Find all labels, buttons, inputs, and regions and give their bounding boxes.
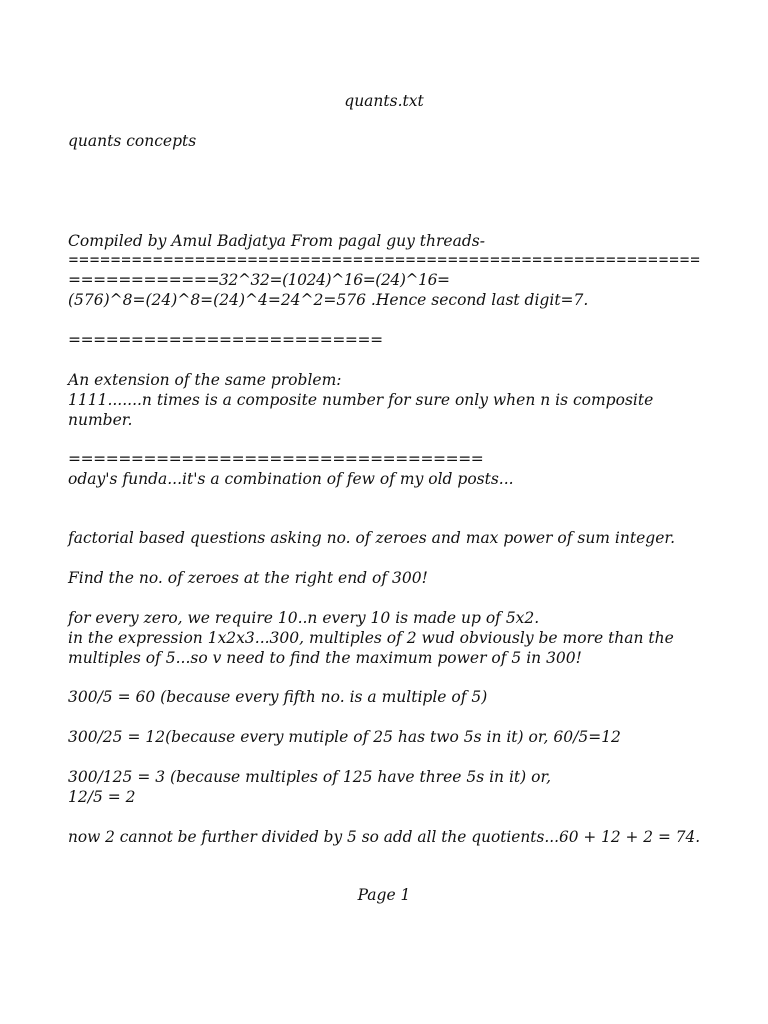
page-number: Page 1 (357, 886, 411, 904)
separator-medium: ================================= (68, 450, 484, 468)
explanation-line-3: multiples of 5...so v need to find the maximum power of 5 in 300! (68, 649, 582, 667)
extension-line-2: number. (68, 411, 133, 429)
extension-line-1: 1111.......n times is a composite number for sure only when n is composite (68, 391, 654, 409)
separator-long: ============================================================ (68, 251, 701, 269)
step-1: 300/5 = 60 (because every fifth no. is a multiple of 5) (68, 688, 488, 706)
explanation-line-1: for every zero, we require 10..n every 10 is made up of 5x2. (68, 609, 540, 627)
step-3-line-2: 12/5 = 2 (68, 788, 136, 806)
file-name-header: quants.txt (344, 92, 424, 110)
document-title: quants concepts (68, 132, 197, 150)
conclusion-line: now 2 cannot be further divided by 5 so add all the quotients...60 + 12 + 2 = 74. (68, 828, 701, 846)
explanation-line-2: in the expression 1x2x3...300, multiples of 2 wud obviously be more than the (68, 629, 674, 647)
separator-short: ========================= (68, 331, 383, 349)
step-3-line-1: 300/125 = 3 (because multiples of 125 have three 5s in it) or, (68, 768, 552, 786)
credit-line: Compiled by Amul Badjatya From pagal guy threads- (68, 232, 485, 250)
equation-line-1: ============32^32=(1024)^16=(24)^16= (68, 271, 450, 289)
equation-line-2: (576)^8=(24)^8=(24)^4=24^2=576 .Hence second last digit=7. (68, 291, 589, 309)
extension-heading: An extension of the same problem: (68, 371, 342, 389)
step-2: 300/25 = 12(because every mutiple of 25 has two 5s in it) or, 60/5=12 (68, 728, 621, 746)
factorial-intro: factorial based questions asking no. of zeroes and max power of sum integer. (68, 529, 676, 547)
funda-line: oday's funda...it's a combination of few of my old posts... (68, 470, 514, 488)
question-line: Find the no. of zeroes at the right end of 300! (68, 569, 428, 587)
